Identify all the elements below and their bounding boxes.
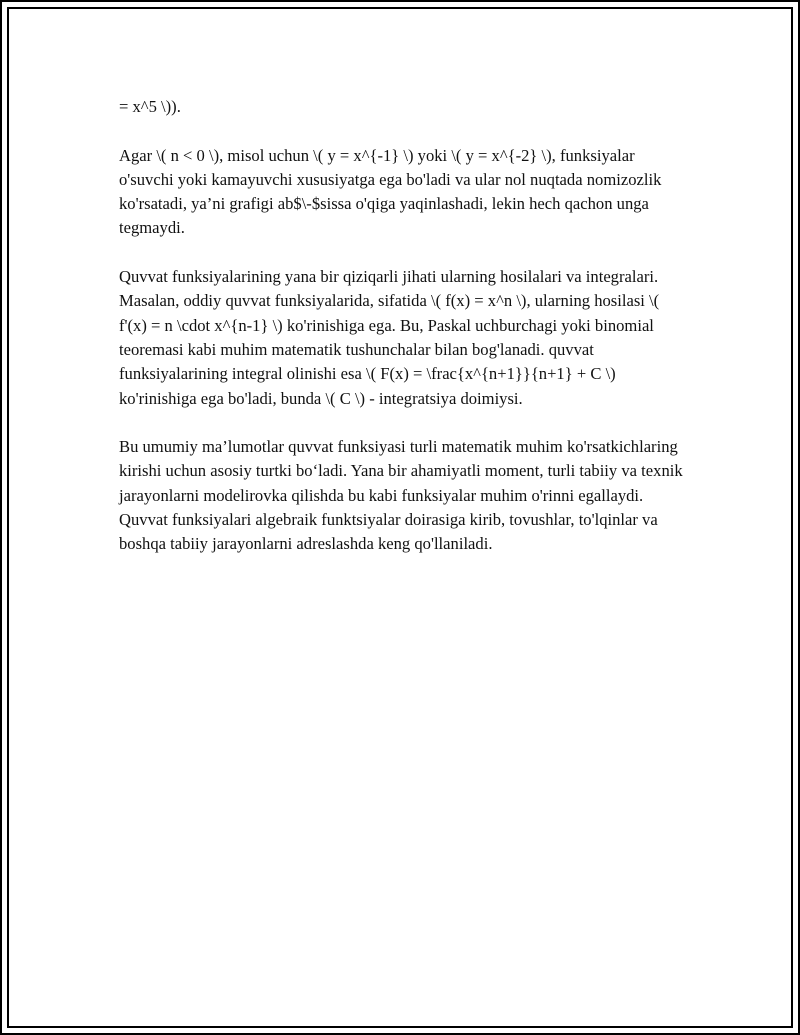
document-body	[119, 95, 691, 581]
paragraph: Quvvat funksiyalarining yana bir qiziqarli jihati ularning hosilalari va integralari. Masalan, oddiy quvvat funksiyalarida, sifatida \( f(x) = x^n \), ularning hosilasi \( f'(x) = n \cdot x^{n-1} \) ko'rinishiga ega. Bu, Paskal uchburchagi yoki binomial teoremasi kabi muhim matematik tushunchalar bilan bog'lanadi. quvvat funksiyalarining integral olinishi esa \( F(x) = \frac{x^{n+1}}{n+1} + C \) ko'rinishiga ega bo'ladi, bunda \( C \) - integratsiya doimiysi.	[119, 267, 660, 408]
paragraph: Bu umumiy ma’lumotlar quvvat funksiyasi turli matematik muhim ko'rsatkichlaring kirishi uchun asosiy turtki bo‘ladi. Yana bir ahamiyatli moment, turli tabiiy va texnik jarayonlarni modelirovka qilishda bu kabi funksiyalar muhim o'rinni egallaydi. Quvvat funksiyalari algebraik funktsiyalar doirasiga kirib, tovushlar, to'lqinlar va boshqa tabiiy jarayonlarni adreslashda keng qo'llaniladi.	[119, 437, 683, 554]
paragraph: Agar \( n < 0 \), misol uchun \( y = x^{-1} \) yoki \( y = x^{-2} \), funksiyalar o'suvchi yoki kamayuvchi xususiyatga ega bo'ladi va ular nol nuqtada nomizozlik ko'rsatadi, ya’ni grafigi ab$\-$sissa o'qiga yaqinlashadi, lekin hech qachon unga tegmaydi.	[119, 145, 662, 238]
paragraph: = x^5 \)).	[119, 97, 181, 116]
